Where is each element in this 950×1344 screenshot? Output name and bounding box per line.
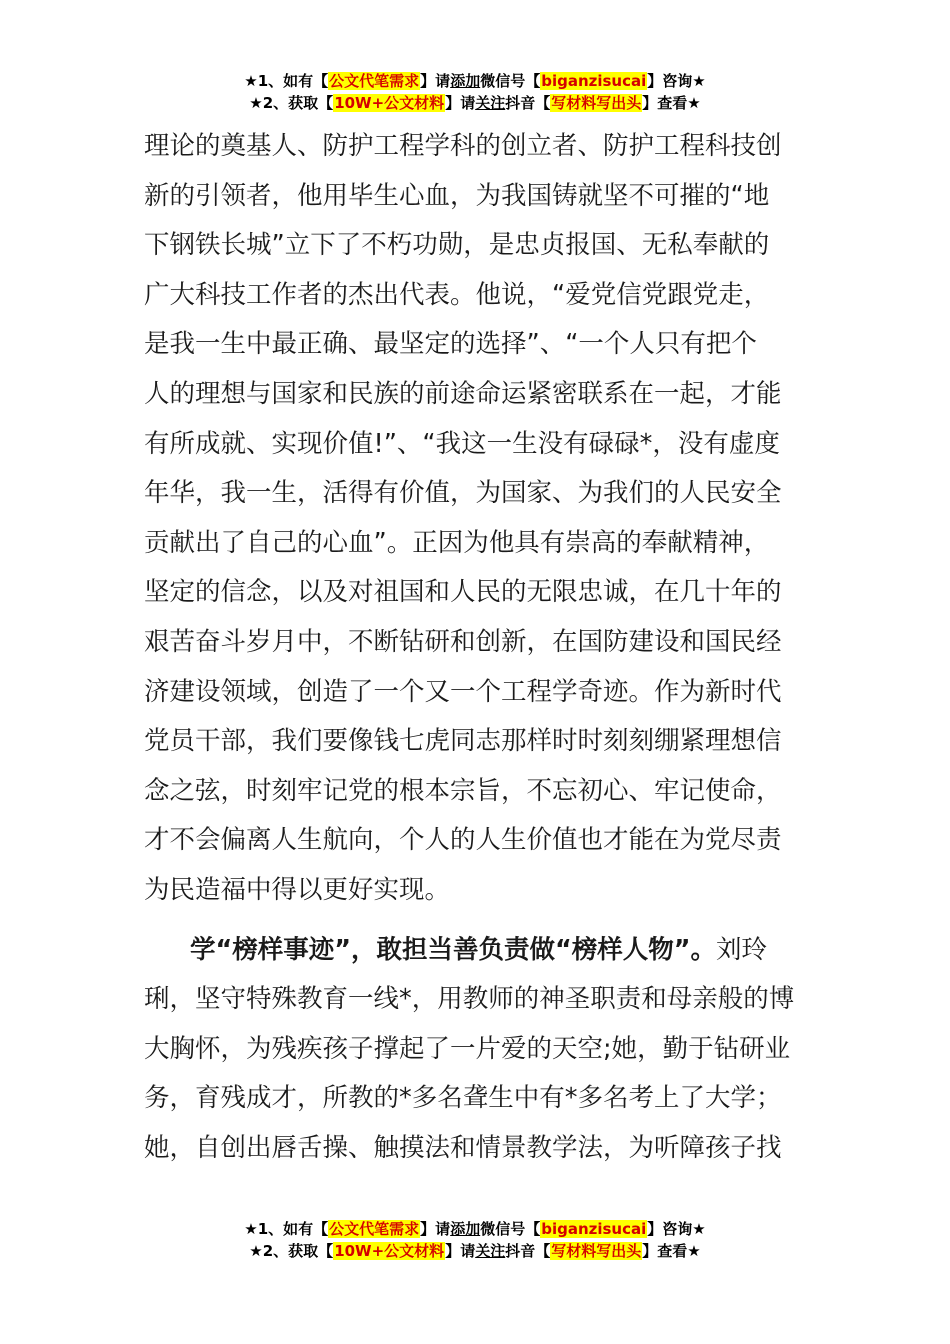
banner-highlight: biganzisucai <box>541 1220 647 1238</box>
text-line-first <box>144 926 810 976</box>
text-line: 务，育残成才，所教的*多名聋生中有*多名考上了大学； <box>144 1083 782 1114</box>
text-line: 理论的奠基人、防护工程学科的创立者、防护工程科技创 <box>144 131 782 161</box>
text-line: 为民造福中得以更好实现。 <box>144 874 451 905</box>
banner-text: 】查看★ <box>642 94 701 112</box>
banner-underlined: 添加 <box>450 72 481 90</box>
text-line: 艰苦奋斗岁月中，不断钻研和创新，在国防建设和国民经 <box>144 626 782 657</box>
footer-banner <box>0 1218 950 1262</box>
text-line: 念之弦，时刻牢记党的根本宗旨，不忘初心、牢记使命， <box>144 775 782 806</box>
banner-line-1 <box>0 1218 950 1240</box>
paragraph-1 <box>144 122 810 916</box>
banner-text: 微信号【 <box>480 72 541 90</box>
banner-text: 】请 <box>420 72 451 90</box>
banner-text: 】请 <box>420 1220 451 1238</box>
text-line: 她，自创出唇舌操、触摸法和情景教学法，为听障孩子找 <box>144 1132 782 1163</box>
banner-text: ★1、如有【 <box>244 72 329 90</box>
banner-text: 】查看★ <box>642 1242 701 1260</box>
banner-line-2 <box>0 1240 950 1262</box>
text-line: 才不会偏离人生航向，个人的人生价值也才能在为党尽责 <box>144 825 782 856</box>
banner-highlight: 公文代笔需求 <box>329 72 420 90</box>
text-line: 年华，我一生，活得有价值，为国家、为我们的人民安全 <box>144 478 782 509</box>
banner-underlined: 关注 <box>475 1242 506 1260</box>
document-body <box>144 122 810 1173</box>
banner-text: 】咨询★ <box>647 72 706 90</box>
banner-highlight: 10W+公文材料 <box>334 94 445 112</box>
banner-text: 】请 <box>445 94 476 112</box>
banner-underlined: 添加 <box>450 1220 481 1238</box>
banner-text: ★2、获取【 <box>249 1242 334 1260</box>
banner-highlight: 写材料写出头 <box>551 94 642 112</box>
header-banner <box>0 70 950 114</box>
banner-text: 抖音【 <box>505 94 551 112</box>
text-line: 有所成就、实现价值!”、“我这一生没有碌碌*，没有虚度 <box>144 428 780 459</box>
banner-text: ★2、获取【 <box>249 94 334 112</box>
banner-text: 微信号【 <box>480 1220 541 1238</box>
text-line: 贡献出了自己的心血”。正因为他具有崇高的奉献精神， <box>144 527 770 558</box>
paragraph-2 <box>144 926 810 1174</box>
text-line: 下钢铁长城”立下了不朽功勋，是忠贞报国、无私奉献的 <box>144 230 770 261</box>
section-heading: 学“榜样事迹”，敢担当善负责做“榜样人物”。 <box>190 934 717 965</box>
text-line: 济建设领域，创造了一个又一个工程学奇迹。作为新时代 <box>144 676 782 707</box>
banner-text: ★1、如有【 <box>244 1220 329 1238</box>
banner-underlined: 关注 <box>475 94 506 112</box>
text-line: 广大科技工作者的杰出代表。他说，“爱党信党跟党走， <box>144 279 770 310</box>
text-line: 琍，坚守特殊教育一线*，用教师的神圣职责和母亲般的博 <box>144 984 795 1015</box>
banner-line-1 <box>0 70 950 92</box>
text-line: 大胸怀，为残疾孩子撑起了一片爱的天空;她，勤于钻研业 <box>144 1033 791 1064</box>
banner-highlight: 10W+公文材料 <box>334 1242 445 1260</box>
text-line: 新的引领者，他用毕生心血，为我国铸就坚不可摧的“地 <box>144 180 770 211</box>
banner-highlight: 公文代笔需求 <box>329 1220 420 1238</box>
banner-highlight: biganzisucai <box>541 72 647 90</box>
text-line: 坚定的信念，以及对祖国和人民的无限忠诚，在几十年的 <box>144 577 782 608</box>
banner-text: 】请 <box>445 1242 476 1260</box>
banner-text: 】咨询★ <box>647 1220 706 1238</box>
banner-text: 抖音【 <box>505 1242 551 1260</box>
text-run: 刘玲 <box>716 934 768 965</box>
banner-highlight: 写材料写出头 <box>551 1242 642 1260</box>
text-line: 党员干部，我们要像钱七虎同志那样时时刻刻绷紧理想信 <box>144 726 782 757</box>
banner-line-2 <box>0 92 950 114</box>
text-line: 人的理想与国家和民族的前途命运紧密联系在一起，才能 <box>144 378 782 409</box>
text-line: 是我一生中最正确、最坚定的选择”、“一个人只有把个 <box>144 329 757 360</box>
